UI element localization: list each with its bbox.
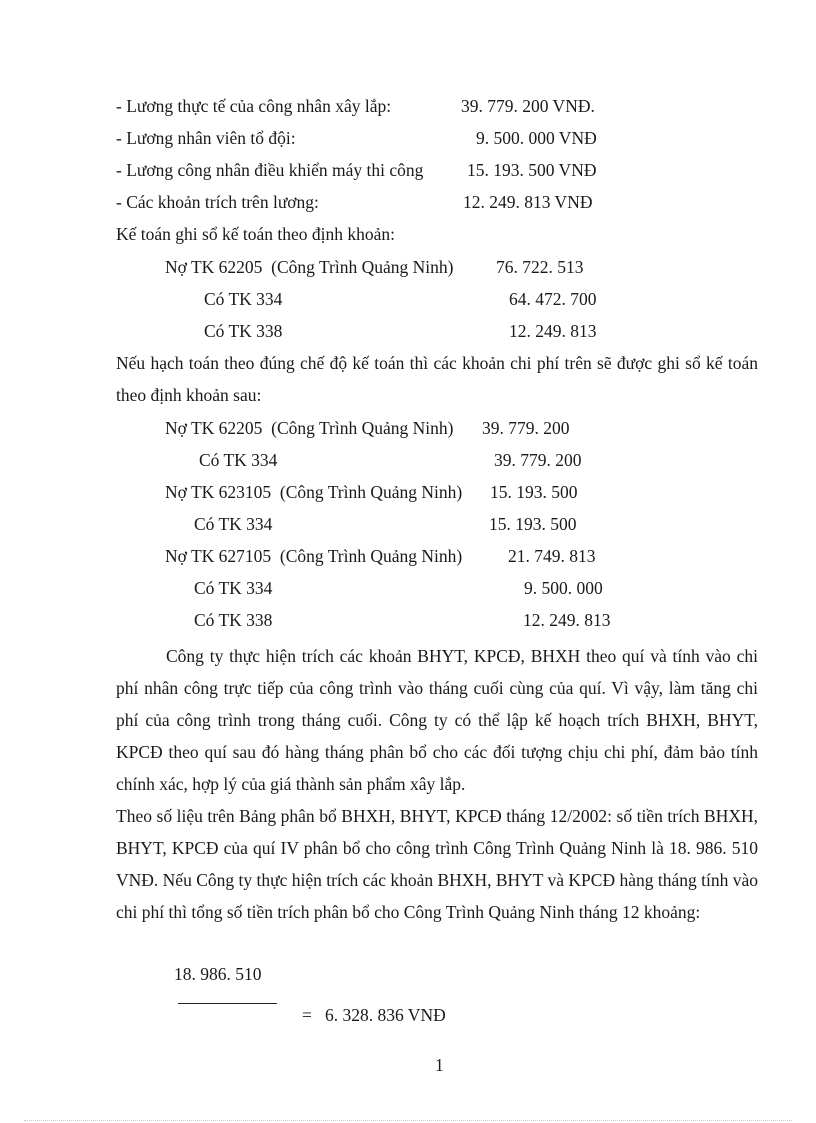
- page-number: 1: [435, 1055, 444, 1075]
- entry1-credit-2-label: Có TK 338: [204, 321, 283, 341]
- entry1-credit-2-amount: 12. 249. 813: [509, 321, 597, 341]
- entry2-line-7-amount: 12. 249. 813: [523, 610, 611, 630]
- fraction-rule: [178, 1003, 277, 1004]
- salary-value-2: 9. 500. 000 VNĐ: [476, 128, 597, 148]
- entry1-credit-1-amount: 64. 472. 700: [509, 289, 597, 309]
- entry2-intro: Nếu hạch toán theo đúng chế độ kế toán thì các khoản chi phí trên sẽ được ghi sổ kế toán theo định khoản sau:: [116, 353, 758, 405]
- salary-label-4: - Các khoản trích trên lương:: [116, 192, 319, 212]
- salary-value-3: 15. 193. 500 VNĐ: [467, 160, 597, 180]
- entry2-line-5-label: Nợ TK 627105 (Công Trình Quảng Ninh): [165, 546, 463, 566]
- entry2-line-6-amount: 9. 500. 000: [524, 578, 603, 598]
- page-bottom-border: [24, 1120, 792, 1121]
- salary-value-1: 39. 779. 200 VNĐ.: [461, 96, 595, 116]
- entry1-intro: Kế toán ghi sổ kế toán theo định khoản:: [116, 224, 395, 244]
- salary-label-1: - Lương thực tế của công nhân xây lắp:: [116, 96, 392, 116]
- entry2-line-1-label: Nợ TK 62205 (Công Trình Quảng Ninh): [165, 418, 454, 438]
- entry2-line-3-label: Nợ TK 623105 (Công Trình Quảng Ninh): [165, 482, 463, 502]
- entry2-line-5-amount: 21. 749. 813: [508, 546, 596, 566]
- salary-value-4: 12. 249. 813 VNĐ: [463, 192, 593, 212]
- entry2-line-7-label: Có TK 338: [194, 610, 273, 630]
- entry2-line-6-label: Có TK 334: [194, 578, 273, 598]
- calc-numerator: 18. 986. 510: [174, 964, 262, 984]
- entry1-credit-1-label: Có TK 334: [204, 289, 283, 309]
- entry2-line-4-amount: 15. 193. 500: [489, 514, 577, 534]
- salary-label-3: - Lương công nhân điều khiển máy thi công: [116, 160, 424, 180]
- entry2-line-2-amount: 39. 779. 200: [494, 450, 582, 470]
- salary-label-2: - Lương nhân viên tổ đội:: [116, 128, 296, 148]
- paragraph-1: Công ty thực hiện trích các khoản BHYT, KPCĐ, BHXH theo quí và tính vào chi phí nhân công trực tiếp của công trình vào tháng cuối cùng của quí. Vì vậy, làm tăng chi phí của công trình trong tháng cuối. Công ty có thể lập kế hoạch trích BHXH, BHYT, KPCĐ theo quí sau đó hàng tháng phân bổ cho các đối tượng chịu chi phí, đảm bảo tính chính xác, hợp lý của giá thành sản phẩm xây lắp.: [116, 646, 758, 794]
- calc-result: = 6. 328. 836 VNĐ: [302, 1005, 446, 1025]
- paragraph-2: Theo số liệu trên Bảng phân bổ BHXH, BHYT, KPCĐ tháng 12/2002: số tiền trích BHXH, BHYT, KPCĐ của quí IV phân bổ cho công trình Công Trình Quảng Ninh là 18. 986. 510 VNĐ. Nếu Công ty thực hiện trích các khoản BHXH, BHYT và KPCĐ hàng tháng tính vào chi phí thì tổng số tiền trích phân bổ cho Công Trình Quảng Ninh tháng 12 khoảng:: [116, 806, 758, 922]
- entry2-line-2-label: Có TK 334: [199, 450, 278, 470]
- entry2-line-1-amount: 39. 779. 200: [482, 418, 570, 438]
- entry1-debit-label: Nợ TK 62205 (Công Trình Quảng Ninh): [165, 257, 454, 277]
- entry1-debit-amount: 76. 722. 513: [496, 257, 584, 277]
- entry2-line-3-amount: 15. 193. 500: [490, 482, 578, 502]
- entry2-line-4-label: Có TK 334: [194, 514, 273, 534]
